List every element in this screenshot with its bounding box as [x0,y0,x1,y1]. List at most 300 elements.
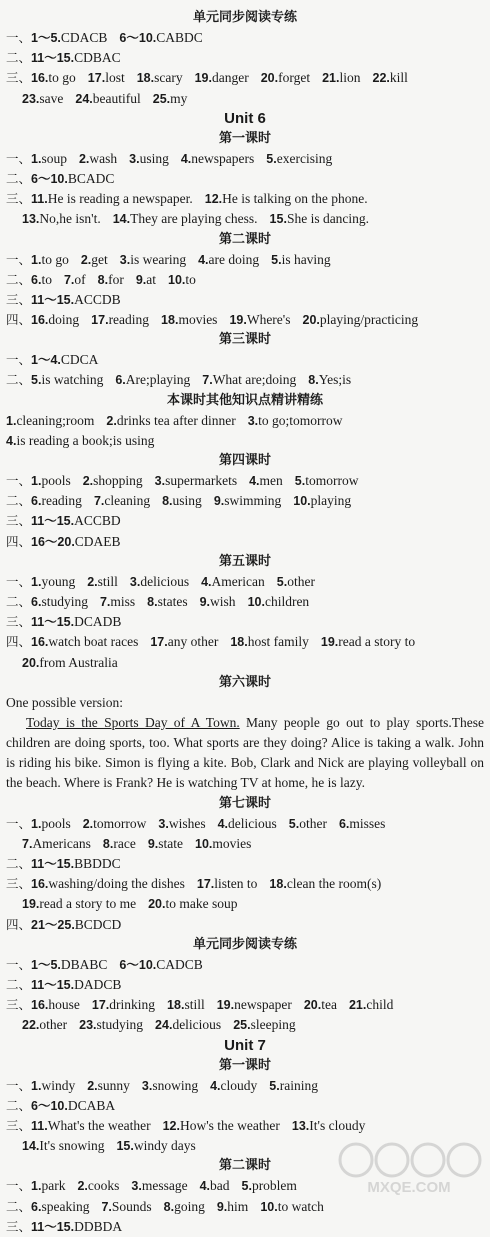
answer-text: windy days [133,1138,196,1154]
answer-text: states [157,593,188,609]
section-title: 第一课时 [218,130,271,146]
question-number: 4. [180,151,192,166]
part-number: 一、 [6,30,32,45]
answer-item [277,574,315,589]
answer-text: DBABC [60,956,108,972]
part-number: 二、 [6,856,32,872]
question-number: 6～10. [119,957,157,972]
answer-text: drinks tea after dinner [116,412,236,428]
question-number: 18. [136,71,155,86]
question-number: 4. [6,433,17,448]
answer-item [200,1178,230,1193]
answer-text: young [41,573,76,589]
answer-item [233,1017,295,1032]
answer-text: race [113,835,136,851]
answer-text: listen to [214,876,258,892]
question-number: 24. [75,91,93,106]
question-number: 6～10. [31,171,68,186]
answer-item [137,70,183,85]
answer-item [308,372,351,387]
answer-text: CDAEB [74,533,121,549]
answer-text: exercising [276,150,333,166]
answer-item [113,211,258,226]
answer-item [31,1098,115,1113]
answer-text: studying [96,1017,144,1033]
question-number: 20. [302,313,320,328]
question-number: 20. [22,655,40,670]
answer-text: watch boat races [48,634,139,650]
answer-item [158,816,205,831]
question-number: 16～20. [31,534,75,549]
answer-item [292,1118,365,1133]
answer-text: other [39,1017,68,1033]
answer-item [197,876,258,891]
answer-line [6,89,484,109]
part-number: 一、 [6,150,32,166]
answer-text: washing/doing the dishes [48,876,185,892]
answer-text: save [39,90,64,106]
answer-item [31,1178,65,1193]
question-number: 6. [31,272,42,287]
answer-text: CDACB [60,30,108,45]
part-number: 一、 [6,815,32,831]
answer-item [31,594,88,609]
answer-item [31,856,121,871]
answer-item [205,191,368,206]
question-number: 5. [294,474,306,488]
answer-item [248,413,343,428]
question-number: 8. [97,272,109,287]
question-number: 3. [158,816,169,831]
question-number: 11～15. [31,292,75,307]
question-number: 19. [194,71,212,86]
answer-text: playing [310,493,352,509]
answer-text: No,he isn't. [39,211,101,227]
question-number: 5. [271,252,282,267]
answer-text: CDBAC [74,50,121,66]
answer-item [98,272,124,287]
answer-text: beautiful [92,90,141,106]
part-number: 三、 [6,1218,32,1234]
answer-item [153,91,188,106]
question-number: 14. [112,212,131,227]
question-number: 25. [152,91,171,106]
answer-item [83,473,143,488]
part-number: 二、 [6,593,32,609]
part-number: 三、 [6,614,32,630]
answer-text: supermarkets [165,473,238,488]
question-number: 21～25. [31,917,75,932]
answer-text: read a story to me [39,896,137,912]
answer-text: American [211,573,265,589]
answer-text: cloudy [220,1077,258,1093]
question-number: 7. [93,494,105,509]
answer-item [101,1199,151,1214]
essay-body: Many people go out to play sports.These children are doing sports, too. What sports are they doing? Alice is taking a walk. John is riding his bike. Simon is flying a kite. Bob, Clark and Nick are playing volleyball on the beach. Where is Frank? He is watching TV at home, he is lazy. [6,714,485,791]
answer-text: He is reading a newspaper. [47,191,193,207]
question-number: 6. [31,494,42,509]
question-number: 3. [141,1078,153,1093]
part-number: 二、 [6,1097,32,1113]
question-number: 8. [147,594,158,609]
question-number: 19. [320,635,339,650]
answer-item [131,1178,187,1193]
part-number: 二、 [6,1198,32,1214]
answer-item [64,272,86,287]
answer-item [79,151,117,166]
answer-text: DCABA [67,1097,116,1113]
question-number: 16. [31,877,49,892]
answer-item [31,997,80,1012]
question-number: 5. [241,1179,252,1194]
answer-item [31,493,82,508]
question-number: 1～5. [31,31,61,45]
question-number: 5. [288,816,300,831]
question-number: 5. [276,574,288,589]
answer-item [201,574,265,589]
answer-item [321,634,415,649]
answer-line [6,411,484,431]
answer-item [31,876,185,891]
answer-item [6,433,154,448]
question-number: 16. [31,71,49,86]
answer-item [198,252,259,267]
answer-text: is watching [41,372,104,388]
answer-text: CDCA [60,352,99,368]
question-number: 16. [31,635,49,650]
answer-item [31,30,107,45]
question-number: 18. [167,998,185,1013]
answer-item [31,1199,89,1214]
answer-item [75,91,140,106]
question-number: 20. [303,998,322,1013]
answer-item [31,513,121,528]
answer-text: is having [281,251,331,267]
answer-item [31,312,79,327]
section-title: 第二课时 [218,231,271,247]
answer-item [106,413,235,428]
question-number: 15. [116,1139,134,1154]
answer-text: danger [211,70,249,86]
answer-line [6,955,484,975]
answer-text: It's cloudy [309,1117,366,1133]
answer-text: tomorrow [93,815,147,831]
answer-line [6,1217,484,1237]
part-number: 一、 [6,473,32,488]
answer-text: He is talking on the phone. [222,191,368,207]
answer-item [31,614,121,629]
answer-line [6,632,484,652]
question-number: 1. [31,1179,42,1194]
answer-text: from Australia [39,654,118,670]
question-number: 16. [31,313,49,328]
answer-line [6,1015,484,1035]
answer-text: cleaning [104,493,151,509]
question-number: 8. [162,494,173,509]
answer-item [266,151,332,166]
answer-text: children [264,593,310,609]
question-number: 25. [233,1018,251,1033]
answer-line [6,592,484,612]
question-number: 3. [154,474,166,488]
answer-line [6,209,484,229]
answer-item [349,997,393,1012]
answer-text: to go;tomorrow [258,412,343,428]
answer-item [31,473,71,488]
question-number: 22. [372,71,390,86]
answer-item [210,1078,257,1093]
question-number: 3. [129,151,140,166]
question-number: 17. [91,998,110,1013]
answer-line [6,491,484,511]
section-title: 第三课时 [218,332,271,348]
section-title: 第五课时 [218,553,271,569]
answer-text: of [74,271,86,287]
answer-text: host family [247,634,309,650]
answer-line [6,28,484,48]
question-number: 5. [31,373,42,388]
answer-text: DADCB [74,977,122,992]
question-number: 1. [31,816,42,831]
answer-text: are doing [208,251,260,267]
answer-line [6,1116,484,1136]
plain-text: One possible version: [6,694,123,710]
answer-item [303,312,419,327]
answer-text: tomorrow [305,473,359,488]
answer-item [22,836,91,851]
question-number: 23. [22,91,40,106]
answer-text: sunny [97,1077,130,1093]
answer-text: BBDDC [74,856,121,872]
question-number: 4. [210,1078,221,1093]
question-number: 3. [129,574,141,589]
question-number: 15. [269,212,287,227]
answer-item [100,594,135,609]
answer-text: soup [41,150,67,166]
answer-line [6,874,484,894]
question-number: 11. [31,1118,48,1133]
answer-item [248,594,310,609]
answer-text: any other [167,634,219,650]
part-number: 一、 [6,251,32,267]
answer-item [148,896,237,911]
answer-text: still [97,573,118,589]
answer-text: She is dancing. [286,211,370,227]
question-number: 17. [196,877,215,892]
answer-item [31,70,76,85]
answer-text: to go [41,251,69,267]
answer-item [339,816,385,831]
answer-text: newspaper [234,997,292,1013]
answer-text: raining [279,1077,318,1093]
answer-text: They are playing chess. [130,211,258,227]
question-number: 1. [31,574,42,589]
answer-text: wish [210,593,236,609]
answer-text: ACCDB [74,291,121,307]
answer-text: to go [48,70,76,86]
question-number: 1. [31,252,42,267]
essay-paragraph [6,713,484,794]
answer-item [230,634,309,649]
question-number: 21. [348,998,367,1013]
answer-text: my [170,90,188,106]
question-number: 7. [63,272,75,287]
answer-text: How's the weather [179,1117,280,1133]
part-number: 三、 [6,876,32,892]
answer-line [6,572,484,592]
question-number: 4. [217,816,229,831]
answer-item [200,594,236,609]
question-number: 9. [135,272,147,287]
section-title: 第一课时 [218,1057,271,1073]
answer-item [293,493,351,508]
answer-item [304,997,337,1012]
answer-item [162,493,202,508]
answer-item [94,493,150,508]
question-number: 11～15. [31,978,75,992]
answer-text: him [227,1198,249,1214]
answer-item [31,171,114,186]
unit-heading: Unit 6 [224,109,266,127]
question-number: 10. [195,836,213,851]
question-number: 13. [22,212,40,227]
answer-item [155,1017,221,1032]
question-number: 19. [22,897,40,912]
part-number: 二、 [6,493,32,509]
answer-text: is reading a book;is using [16,432,155,448]
answer-text: forget [278,70,311,86]
part-number: 二、 [6,50,32,66]
answer-item [116,1138,195,1153]
question-number: 10. [247,594,265,609]
answer-item [22,1138,104,1153]
answer-item [249,473,283,488]
answer-item [31,151,67,166]
answer-text: DCADB [74,614,122,630]
answer-item [150,634,218,649]
answer-line [6,471,484,491]
answer-item [31,292,121,307]
answer-line [6,995,484,1015]
question-number: 1～4. [31,353,61,368]
section-title: 单元同步阅读专练 [192,10,297,25]
answer-item [129,151,169,166]
answer-item [269,876,381,891]
answer-text: sleeping [250,1017,296,1033]
answer-line [6,370,484,390]
answer-text: child [366,997,394,1013]
answer-text: problem [251,1178,297,1194]
question-number: 4. [201,574,212,589]
answer-text: Yes;is [318,372,352,388]
part-number: 三、 [6,291,32,307]
part-number: 三、 [6,513,32,529]
answer-text: CABDC [156,30,203,45]
answer-text: movies [212,835,252,851]
answer-item [81,252,108,267]
answer-item [295,473,359,488]
question-number: 18. [269,877,287,892]
answer-item [147,594,187,609]
question-number: 2. [77,1179,88,1194]
answer-item [31,574,75,589]
question-number: 22. [22,1018,40,1033]
answer-line [6,511,484,531]
answer-line [6,431,484,451]
question-number: 11～15. [31,514,75,529]
answer-line [6,290,484,310]
question-number: 9. [147,836,159,851]
answer-text: Sounds [111,1198,152,1214]
answer-line [6,814,484,834]
question-number: 4. [198,252,209,267]
answer-text: wash [89,150,118,166]
answer-item [79,1017,143,1032]
question-number: 11～15. [31,51,75,66]
answer-item [136,272,156,287]
answer-text: newspapers [191,150,255,166]
question-number: 9. [213,494,225,509]
answer-text: delicious [172,1017,222,1033]
answer-text: read a story to [338,634,416,650]
question-number: 20. [260,71,279,86]
answer-item [163,1118,280,1133]
answer-text: message [141,1178,188,1194]
answer-text: movies [178,312,218,328]
answer-item [130,574,189,589]
answer-item [155,473,237,488]
answer-line [6,532,484,552]
question-number: 20. [148,897,166,912]
answer-text: It's snowing [39,1138,105,1154]
section-title: 第七课时 [218,795,271,811]
answer-text: to watch [277,1198,324,1214]
question-number: 16. [31,998,49,1013]
answer-text: lion [339,70,361,86]
question-number: 1～5. [31,957,61,972]
answer-text: to make soup [165,896,238,912]
answer-item [289,816,327,831]
answer-item [115,372,190,387]
part-number: 一、 [6,1178,32,1194]
answer-item [91,312,149,327]
part-number: 三、 [6,70,32,86]
part-number: 一、 [6,1077,32,1093]
answer-text: other [287,573,315,589]
question-number: 2. [82,474,94,488]
answer-item [31,1118,151,1133]
part-number: 四、 [6,533,32,549]
question-number: 4. [249,474,260,488]
question-number: 4. [199,1179,210,1194]
answer-text: BCDCD [74,916,122,932]
answer-item [22,655,118,670]
answer-text: house [48,997,80,1013]
answer-text: men [259,473,283,488]
answer-text: still [184,997,205,1013]
answer-text: delicious [140,573,190,589]
answer-text: for [108,271,124,287]
answer-text: bad [210,1178,230,1194]
answer-line [6,149,484,169]
question-number: 7. [101,1199,112,1214]
answer-text: wishes [168,815,206,831]
answer-item [373,70,408,85]
answer-item [31,50,121,65]
answer-text: shopping [93,473,143,488]
answer-item [92,997,155,1012]
answer-text: windy [41,1077,76,1093]
